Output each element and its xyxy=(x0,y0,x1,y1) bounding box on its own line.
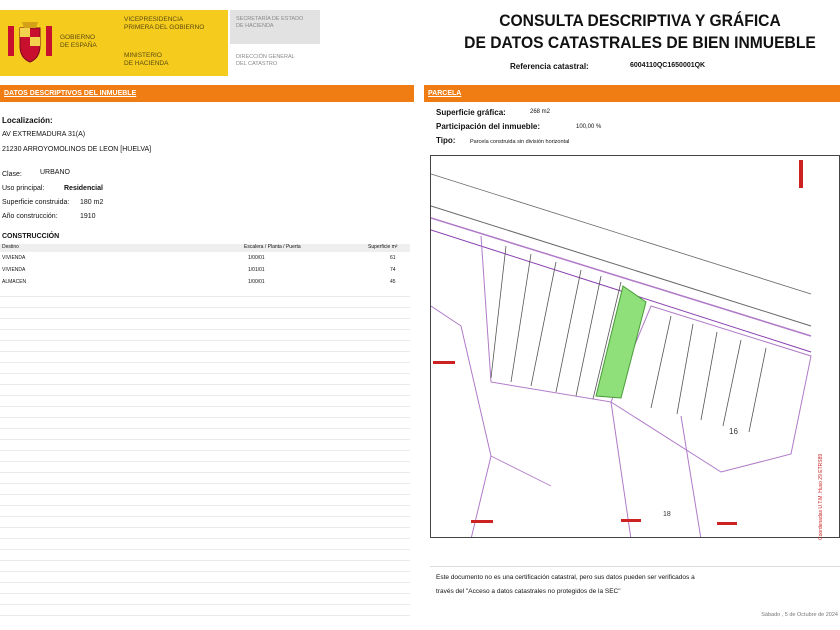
address-line-2: 21230 ARROYOMOLINOS DE LEON [HUELVA] xyxy=(2,146,152,153)
col-superficie: Superficie m² xyxy=(368,244,398,250)
ruled-line xyxy=(0,604,410,605)
construccion-table-header xyxy=(0,244,410,252)
table-row xyxy=(0,279,410,287)
uso-value: Residencial xyxy=(64,185,103,192)
construccion-label: CONSTRUCCIÓN xyxy=(2,233,60,240)
direccion-label: DIRECCIÓN GENERAL DEL CATASTRO xyxy=(236,54,295,67)
ruled-line xyxy=(0,318,410,319)
page-title-line2: DE DATOS CATASTRALES DE BIEN INMUEBLE xyxy=(464,33,816,52)
row-destino: VIVIENDA xyxy=(2,255,26,261)
table-row xyxy=(0,267,410,275)
anio-label: Año construcción: xyxy=(2,213,58,220)
col-destino: Destino xyxy=(2,244,19,250)
map-drawing xyxy=(431,156,840,538)
secretaria-label: SECRETARÍA DE ESTADO DE HACIENDA xyxy=(236,16,304,29)
ruled-line xyxy=(0,439,410,440)
row-escalera: 1/01/01 xyxy=(248,267,265,273)
ruled-line xyxy=(0,505,410,506)
ruled-line xyxy=(0,516,410,517)
ruled-line xyxy=(0,351,410,352)
localizacion-label: Localización: xyxy=(2,116,53,125)
ruled-line xyxy=(0,538,410,539)
ruled-line xyxy=(0,450,410,451)
ref-label: Referencia catastral: xyxy=(510,62,589,71)
map-disclaimer xyxy=(430,566,840,610)
ruled-line xyxy=(0,373,410,374)
ruled-line xyxy=(0,329,410,330)
coat-of-arms-icon xyxy=(6,20,54,66)
row-superficie: 45 xyxy=(390,279,396,285)
section-bar-parcela: PARCELA xyxy=(424,85,840,102)
cadastral-map[interactable] xyxy=(430,155,840,538)
tipo-label: Tipo: xyxy=(436,136,456,145)
tipo-value: Parcela construida sin división horizontal xyxy=(470,139,570,145)
ruled-line xyxy=(0,406,410,407)
row-destino: ALMACEN xyxy=(2,279,27,285)
ruled-line xyxy=(0,615,410,616)
superficie-value: 180 m2 xyxy=(80,199,104,206)
ruled-line xyxy=(0,395,410,396)
ref-value: 6004110QC1650001QK xyxy=(630,62,706,69)
svg-text:18: 18 xyxy=(663,511,671,518)
ruled-line xyxy=(0,527,410,528)
col-escalera: Escalera / Planta / Puerta xyxy=(244,244,301,250)
ministry-label-2: MINISTERIO DE HACIENDA xyxy=(124,52,169,67)
disclaimer-line-2: través del "Acceso a datos catastrales no protegidos de la SEC" xyxy=(436,588,621,595)
sup-grafica-value: 268 m2 xyxy=(530,109,551,115)
table-row xyxy=(0,255,410,263)
ruled-line xyxy=(0,428,410,429)
ministry-label-1: VICEPRESIDENCIA PRIMERA DEL GOBIERNO xyxy=(124,16,205,31)
row-destino: VIVIENDA xyxy=(2,267,26,273)
ruled-line xyxy=(0,593,410,594)
ruled-line xyxy=(0,582,410,583)
ruled-line xyxy=(0,417,410,418)
ruled-line xyxy=(0,296,410,297)
row-escalera: 1/00/01 xyxy=(248,255,265,261)
uso-label: Uso principal: xyxy=(2,185,45,192)
ruled-line xyxy=(0,362,410,363)
clase-label: Clase: xyxy=(2,171,22,178)
gov-label: GOBIERNO DE ESPAÑA xyxy=(60,34,97,49)
ruled-line xyxy=(0,494,410,495)
page-title-line1: CONSULTA DESCRIPTIVA Y GRÁFICA xyxy=(499,11,781,30)
participacion-label: Participación del inmueble: xyxy=(436,122,541,131)
footer-date: Sábado , 5 de Octubre de 2024 xyxy=(761,612,838,618)
sup-grafica-label: Superficie gráfica: xyxy=(436,108,506,117)
ruled-line xyxy=(0,472,410,473)
ruled-line xyxy=(0,549,410,550)
ruled-line xyxy=(0,384,410,385)
section-bar-descriptivos: DATOS DESCRIPTIVOS DEL INMUEBLE xyxy=(0,85,414,102)
row-escalera: 1/00/01 xyxy=(248,279,265,285)
participacion-value: 100,00 % xyxy=(576,124,602,130)
ruled-line xyxy=(0,571,410,572)
anio-value: 1910 xyxy=(80,213,96,220)
address-line-1: AV EXTREMADURA 31(A) xyxy=(2,131,86,138)
row-superficie: 61 xyxy=(390,255,396,261)
map-coordinate-strip xyxy=(818,160,832,540)
superficie-label: Superficie construida: xyxy=(2,199,70,206)
disclaimer-line-1: Este documento no es una certificación catastral, pero sus datos pueden ser verificados a xyxy=(436,574,695,581)
ruled-line xyxy=(0,340,410,341)
ruled-line xyxy=(0,307,410,308)
ruled-line xyxy=(0,461,410,462)
svg-text:16: 16 xyxy=(729,427,738,436)
ruled-line xyxy=(0,560,410,561)
clase-value: URBANO xyxy=(40,169,70,176)
map-side-text: Coordenadas U.T.M. Huso 29 ETRS89 xyxy=(818,453,824,540)
row-superficie: 74 xyxy=(390,267,396,273)
ruled-line xyxy=(0,483,410,484)
